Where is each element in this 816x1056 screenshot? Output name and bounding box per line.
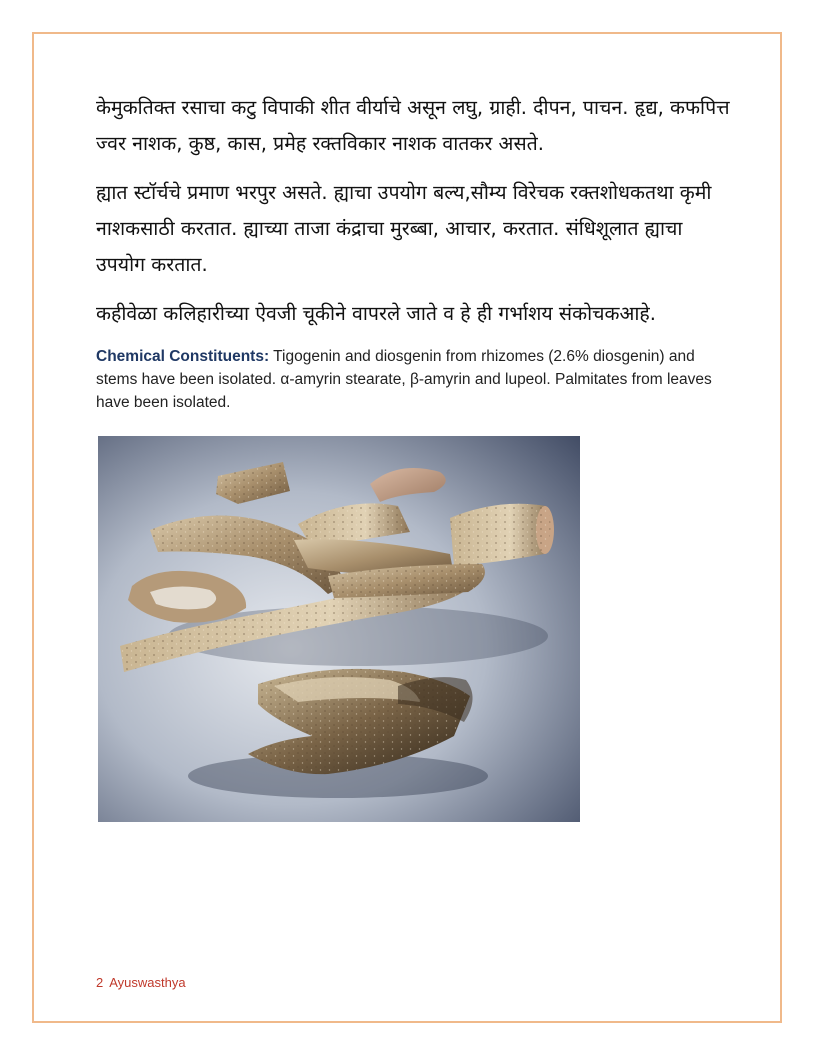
chemical-constituents-label: Chemical Constituents: xyxy=(96,348,270,365)
page-footer xyxy=(96,975,186,990)
main-content xyxy=(96,90,736,414)
rhizome-illustration xyxy=(98,436,580,822)
chemical-constituents-text: Tigogenin and diosgenin from rhizomes (2.6% diosgenin) and stems have been isolated. α-amyrin stearate, β-amyrin and lupeol. Palmitates from leaves have been isolated. xyxy=(96,348,712,411)
page-number: 2 xyxy=(96,975,104,990)
paragraph-substitute: कहीवेळा कलिहारीच्या ऐवजी चूकीने वापरले जाते व हे ही गर्भाशय संकोचकआहे. xyxy=(96,302,656,325)
paragraph-properties: केमुकतिक्त रसाचा कटु विपाकी शीत वीर्याचे असून लघु, ग्राही. दीपन, पाचन. हृद्य, कफपित्त ज्वर नाशक, कुष्ठ, कास, प्रमेह रक्तविकार नाशक वातकर असते. xyxy=(96,96,730,155)
dried-rhizome-photo xyxy=(98,436,580,822)
chemical-constituents-paragraph xyxy=(96,345,736,414)
publication-name: Ayuswasthya xyxy=(109,975,186,990)
paragraph-uses: ह्यात स्टॉर्चचे प्रमाण भरपुर असते. ह्याचा उपयोग बल्य,सौम्य विरेचक रक्तशोधकतथा कृमी नाशकसाठी करतात. ह्याच्या ताजा कंद्राचा मुरब्बा, आचार, करतात. संधिशूलात ह्याचा उपयोग करतात. xyxy=(96,181,712,276)
